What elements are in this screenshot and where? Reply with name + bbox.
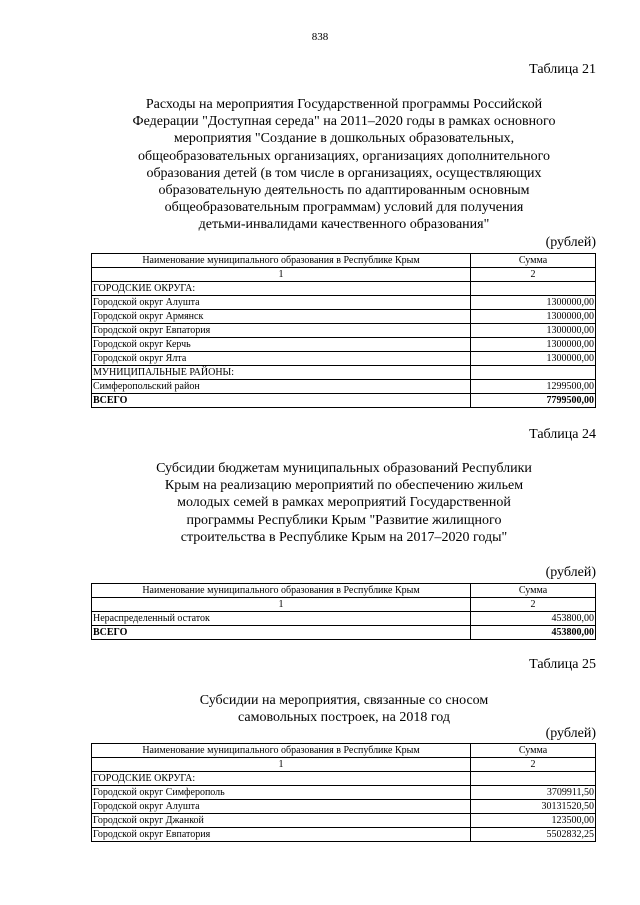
table-header-row — [92, 744, 596, 758]
column-number-row — [92, 758, 596, 772]
row-name: Нераспределенный остаток — [92, 612, 471, 626]
row-name: Городской округ Ялта — [92, 352, 471, 366]
total-row — [92, 394, 596, 408]
title-line: образовательную деятельность по адаптированным основным — [158, 183, 530, 199]
table-row — [92, 324, 596, 338]
title-line: программы Республики Крым "Развитие жилищного — [186, 512, 502, 528]
table-row — [92, 828, 596, 842]
header-amount: Сумма — [471, 584, 596, 598]
title-line: общеобразовательным программам) условий для получения — [164, 200, 524, 216]
table-24 — [91, 583, 596, 640]
row-amount: 3709911,50 — [471, 786, 596, 800]
total-amount: 453800,00 — [471, 626, 596, 640]
row-amount: 30131520,50 — [471, 800, 596, 814]
column-number-row — [92, 598, 596, 612]
row-amount: 1300000,00 — [471, 324, 596, 338]
row-amount: 1300000,00 — [471, 310, 596, 324]
header-name: Наименование муниципального образования в Республике Крым — [92, 254, 471, 268]
total-label: ВСЕГО — [92, 394, 471, 408]
header-name: Наименование муниципального образования в Республике Крым — [92, 744, 471, 758]
table-24-label: Таблица 24 — [529, 427, 596, 442]
col-number: 1 — [92, 598, 471, 612]
row-name: Городской округ Алушта — [92, 800, 471, 814]
table-row — [92, 352, 596, 366]
row-amount: 453800,00 — [471, 612, 596, 626]
table-row — [92, 814, 596, 828]
table-25-title — [92, 692, 596, 726]
table-25 — [91, 743, 596, 842]
table-21-unit: (рублей) — [545, 235, 596, 250]
title-line: детьми-инвалидами качественного образования" — [198, 217, 490, 233]
title-line: молодых семей в рамках мероприятий Государственной — [177, 495, 511, 511]
row-name: Городской округ Алушта — [92, 296, 471, 310]
row-name: Городской округ Джанкой — [92, 814, 471, 828]
row-name: МУНИЦИПАЛЬНЫЕ РАЙОНЫ: — [92, 366, 471, 380]
title-line: Федерации "Доступная середа" на 2011–2020 годы в рамках основного — [132, 114, 556, 130]
row-name: Городской округ Симферополь — [92, 786, 471, 800]
title-line: образования детей (в том числе в организациях, осуществляющих — [146, 165, 542, 181]
table-21-title — [92, 96, 596, 234]
row-name: ГОРОДСКИЕ ОКРУГА: — [92, 282, 471, 296]
row-name: Городской округ Керчь — [92, 338, 471, 352]
row-name: Городской округ Армянск — [92, 310, 471, 324]
title-line: Субсидии на мероприятия, связанные со сносом — [199, 693, 489, 708]
row-amount: 1300000,00 — [471, 296, 596, 310]
title-line: Расходы на мероприятия Государственной программы Российской — [145, 97, 543, 112]
total-label: ВСЕГО — [92, 626, 471, 640]
col-number: 2 — [471, 598, 596, 612]
table-row — [92, 296, 596, 310]
table-row — [92, 282, 596, 296]
row-name: Симферопольский район — [92, 380, 471, 394]
table-21-label: Таблица 21 — [529, 62, 596, 77]
table-row — [92, 338, 596, 352]
table-row — [92, 310, 596, 324]
column-number-row — [92, 268, 596, 282]
title-line: мероприятия "Создание в дошкольных образовательных, — [173, 131, 515, 147]
title-line: Крым на реализацию мероприятий по обеспечению жильем — [164, 478, 524, 494]
col-number: 1 — [92, 268, 471, 282]
table-21 — [91, 253, 596, 408]
table-row — [92, 366, 596, 380]
row-amount — [471, 282, 596, 296]
header-amount: Сумма — [471, 744, 596, 758]
table-row — [92, 612, 596, 626]
table-header-row — [92, 584, 596, 598]
row-amount: 1300000,00 — [471, 352, 596, 366]
total-amount: 7799500,00 — [471, 394, 596, 408]
title-line: Субсидии бюджетам муниципальных образований Республики — [156, 461, 532, 476]
row-amount: 1300000,00 — [471, 338, 596, 352]
total-row — [92, 626, 596, 640]
row-amount — [471, 366, 596, 380]
table-row — [92, 800, 596, 814]
row-name: Городской округ Евпатория — [92, 324, 471, 338]
table-24-title — [92, 460, 596, 546]
title-line: общеобразовательных организациях, организациях дополнительного — [138, 148, 550, 164]
table-row — [92, 786, 596, 800]
title-line: самовольных построек, на 2018 год — [238, 710, 450, 726]
table-header-row — [92, 254, 596, 268]
table-row — [92, 772, 596, 786]
table-24-unit: (рублей) — [545, 565, 596, 580]
col-number: 1 — [92, 758, 471, 772]
row-name: ГОРОДСКИЕ ОКРУГА: — [92, 772, 471, 786]
row-name: Городской округ Евпатория — [92, 828, 471, 842]
table-25-unit: (рублей) — [545, 726, 596, 741]
row-amount: 5502832,25 — [471, 828, 596, 842]
col-number: 2 — [471, 758, 596, 772]
row-amount: 1299500,00 — [471, 380, 596, 394]
table-25-label: Таблица 25 — [529, 657, 596, 672]
header-name: Наименование муниципального образования в Республике Крым — [92, 584, 471, 598]
page-number: 838 — [311, 31, 329, 43]
header-amount: Сумма — [471, 254, 596, 268]
row-amount — [471, 772, 596, 786]
title-line: строительства в Республике Крым на 2017–2020 годы" — [180, 529, 508, 545]
col-number: 2 — [471, 268, 596, 282]
row-amount: 123500,00 — [471, 814, 596, 828]
table-row — [92, 380, 596, 394]
